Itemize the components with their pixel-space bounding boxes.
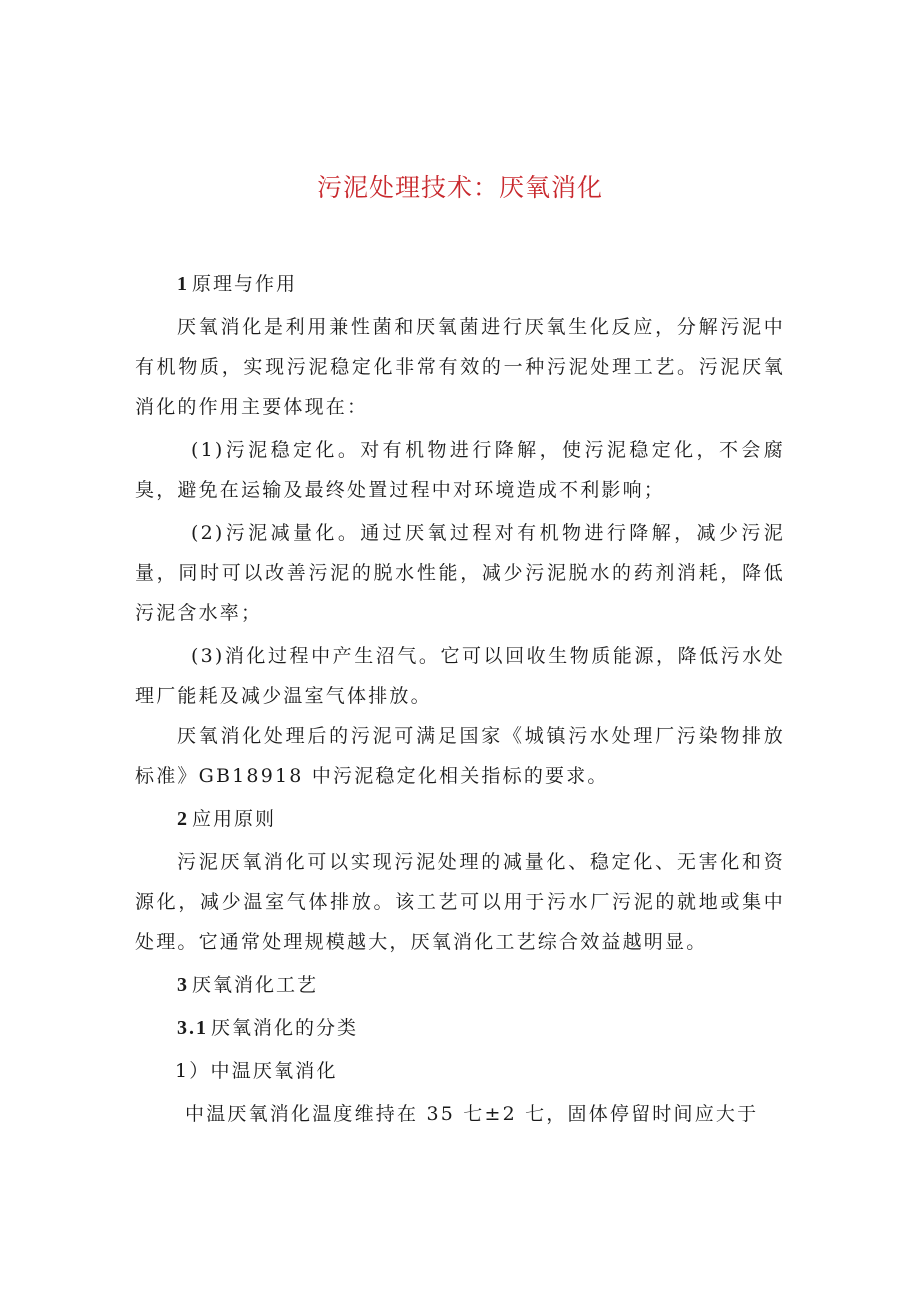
document-body xyxy=(135,264,785,1134)
section-heading-1 xyxy=(135,264,785,304)
list-item-1: (1)污泥稳定化。对有机物进行降解，使污泥稳定化，不会腐臭，避免在运输及最终处置过程中对环境造成不利影响； xyxy=(135,439,785,501)
section-heading-3-1 xyxy=(135,1008,785,1048)
subsection-heading: 1）中温厌氧消化 xyxy=(175,1060,338,1082)
section-label: 原理与作用 xyxy=(192,273,298,295)
document-title: 污泥处理技术：厌氧消化 xyxy=(316,173,603,202)
section-label: 应用原则 xyxy=(192,808,277,830)
section-number: 3.1 xyxy=(177,1017,208,1039)
section-heading-2 xyxy=(135,799,785,839)
paragraph-mesophilic: 中温厌氧消化温度维持在 35 七±2 七，固体停留时间应大于 xyxy=(185,1103,759,1125)
section-number: 1 xyxy=(177,273,189,295)
list-item-2: (2)污泥减量化。通过厌氧过程对有机物进行降解，减少污泥量，同时可以改善污泥的脱水性能，减少污泥脱水的药剂消耗，降低污泥含水率； xyxy=(135,522,785,624)
section-heading-3 xyxy=(135,965,785,1005)
paragraph-application: 污泥厌氧消化可以实现污泥处理的减量化、稳定化、无害化和资源化，减少温室气体排放。该工艺可以用于污水厂污泥的就地或集中处理。它通常处理规模越大，厌氧消化工艺综合效益越明显。 xyxy=(135,851,785,953)
section-label: 厌氧消化的分类 xyxy=(211,1017,359,1039)
section-number: 3 xyxy=(177,974,189,996)
section-number: 2 xyxy=(177,808,189,830)
list-item-3: (3)消化过程中产生沼气。它可以回收生物质能源，降低污水处理厂能耗及减少温室气体排放。 xyxy=(135,645,785,707)
section-label: 厌氧消化工艺 xyxy=(192,974,319,996)
paragraph-principle: 厌氧消化是利用兼性菌和厌氧菌进行厌氧生化反应，分解污泥中有机物质，实现污泥稳定化非常有效的一种污泥处理工艺。污泥厌氧消化的作用主要体现在： xyxy=(135,316,785,418)
paragraph-standard: 厌氧消化处理后的污泥可满足国家《城镇污水处理厂污染物排放标准》GB18918 中污泥稳定化相关指标的要求。 xyxy=(135,725,785,787)
